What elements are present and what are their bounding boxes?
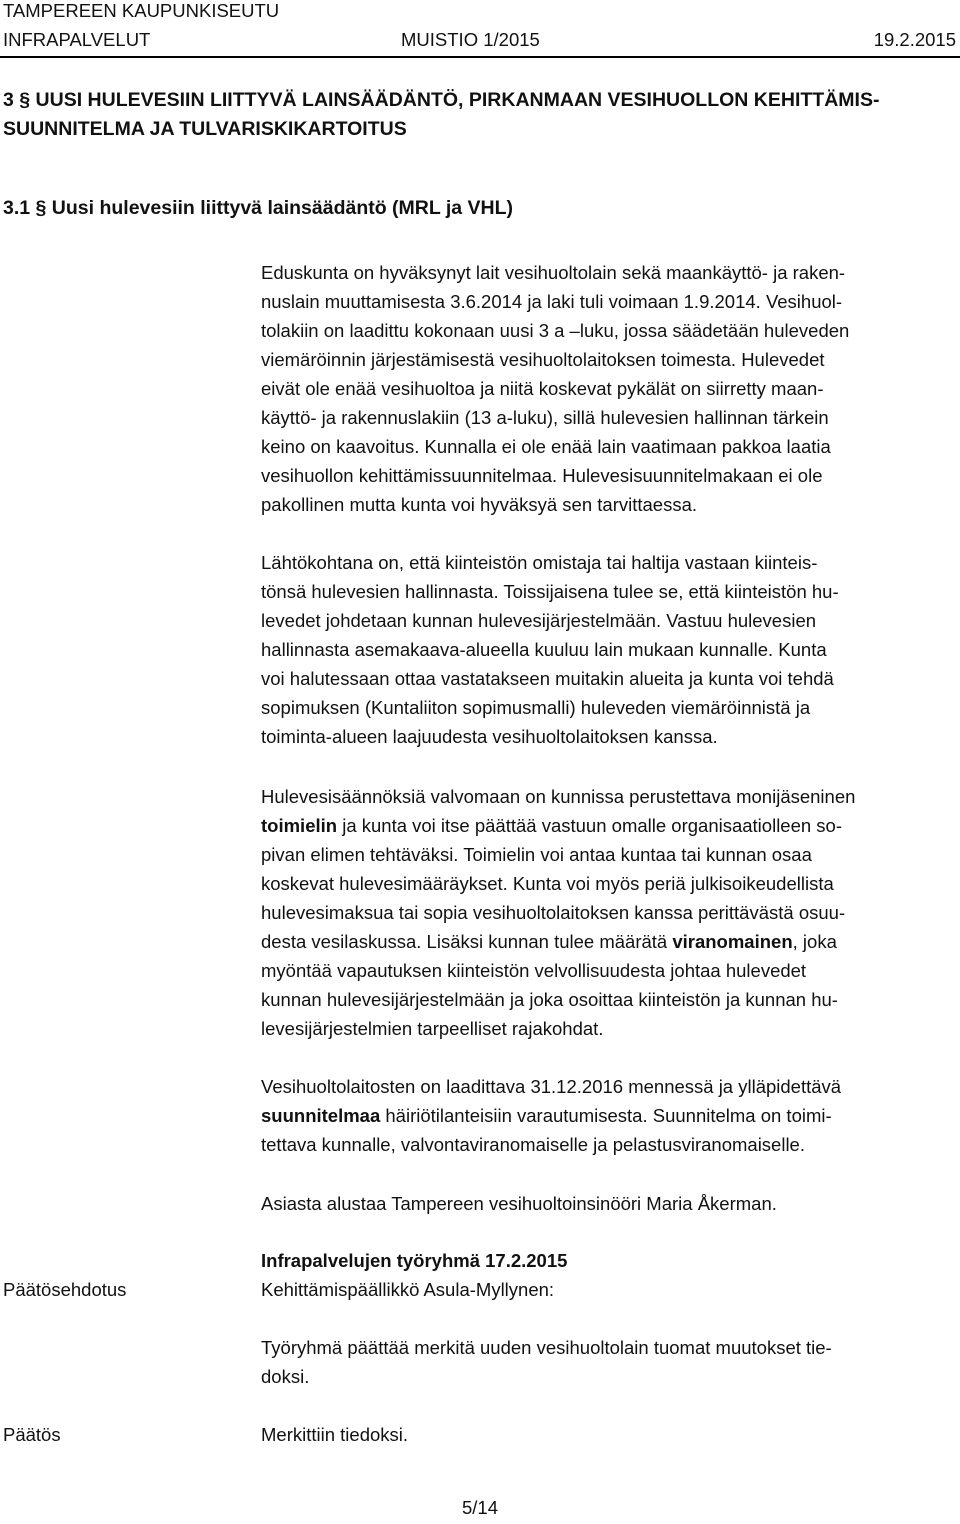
text-line [261,1246,951,1275]
text-line: tönsä hulevesien hallinnasta. Toissijaisena tulee se, että kiinteistön hu- [261,581,839,602]
paragraph-legislation [261,258,951,519]
text-line: voi halutessaan ottaa vastatakseen muitakin alueita ja kunta voi tehdä [261,668,834,689]
text-line: tolakiin on laadittu kokonaan uusi 3 a –luku, jossa säädetään huleveden [261,320,850,341]
text-span: häiriötilanteisiin varautumisesta. Suunnitelma on toimi- [380,1105,832,1126]
paragraph-utilities [261,1072,951,1159]
text-line: tettava kunnalle, valvontaviranomaiselle ja pelastusviranomaiselle. [261,1134,805,1155]
text-span: desta vesilaskussa. Lisäksi kunnan tulee määrätä [261,931,673,952]
text-line: keino on kaavoitus. Kunnalla ei ole enää lain vaatimaan pakkoa laatia [261,436,831,457]
text-line: toiminta-alueen laajuudesta vesihuoltolaitoksen kanssa. [261,726,718,747]
text-line [261,1101,951,1130]
text-line: viemäröinnin järjestämisestä vesihuoltolaitoksen toimesta. Hulevedet [261,349,825,370]
text-line: hulevesimaksua tai sopia vesihuoltolaitoksen kanssa perittävästä osuu- [261,902,846,923]
text-line: hallinnasta asemakaava-alueella kuuluu lain mukaan kunnalle. Kunta [261,639,827,660]
text-line: vesihuollon kehittämissuunnitelmaa. Hulevesisuunnitelmakaan ei ole [261,465,823,486]
proposal-presenter: Kehittämispäällikkö Asula-Myllynen: [261,1279,555,1300]
paragraph-supervision [261,782,951,1043]
text-line [261,927,951,956]
text-line: koskevat hulevesimääräykset. Kunta voi myös periä julkisoikeudellista [261,873,834,894]
text-line: pivan elimen tehtäväksi. Toimielin voi antaa kuntaa tai kunnan osaa [261,844,812,865]
text-line: Vesihuoltolaitosten on laadittava 31.12.2016 mennessä ja ylläpidettävä [261,1076,842,1097]
text-line: Työryhmä päättää merkitä uuden vesihuoltolain tuomat muutokset tie- [261,1337,832,1358]
section-heading-line: SUUNNITELMA JA TULVARISKIKARTOITUS [3,118,407,140]
header-unit: INFRAPALVELUT [3,29,151,50]
section-heading-line: 3 § UUSI HULEVESIIN LIITTYVÄ LAINSÄÄDÄNTÖ, PIRKANMAAN VESIHUOLLON KEHITTÄMIS- [3,89,880,111]
bold-term: viranomainen [672,931,793,952]
proposal-text [261,1333,951,1391]
text-line: Eduskunta on hyväksynyt lait vesihuoltolain sekä maankäyttö- ja raken- [261,262,846,283]
text-span: ja kunta voi itse päättää vastuun omalle organisaatiolleen so- [337,815,843,836]
header-row [3,29,956,51]
text-line: eivät ole enää vesihuoltoa ja niitä koskevat pykälät on siirretty maan- [261,378,824,399]
proposal-group: Infrapalvelujen työryhmä 17.2.2015 [261,1250,568,1271]
text-line: käyttö- ja rakennuslakiin (13 a-luku), sillä hulevesien hallinnan tärkein [261,407,829,428]
section-heading [3,86,943,144]
text-line: kunnan hulevesijärjestelmään ja joka osoittaa kiinteistön ja kunnan hu- [261,989,838,1010]
proposal-block [261,1246,951,1304]
bold-term: suunnitelmaa [261,1105,381,1126]
header-memo: MUISTIO 1/2015 [401,29,540,50]
text-line: pakollinen mutta kunta voi hyväksyä sen tarvittaessa. [261,494,698,515]
text-line: sopimuksen (Kuntaliiton sopimusmalli) huleveden viemäröinnistä ja [261,697,811,718]
page-number: 5/14 [461,1497,498,1518]
text-line: myöntää vapautuksen kiinteistön velvollisuudesta johtaa hulevedet [261,960,807,981]
decision-label: Päätös [3,1424,61,1445]
paragraph-presenter [261,1189,951,1218]
bold-term: toimielin [261,815,338,836]
text-line [261,811,951,840]
text-line: nuslain muuttamisesta 3.6.2014 ja laki tuli voimaan 1.9.2014. Vesihuol- [261,291,843,312]
subsection-heading: 3.1 § Uusi hulevesiin liittyvä lainsäädäntö (MRL ja VHL) [3,197,514,219]
paragraph-responsibility [261,548,951,751]
text-line: levedet johdetaan kunnan hulevesijärjestelmään. Vastuu hulevesien [261,610,817,631]
header-organization: TAMPEREEN KAUPUNKISEUTU [3,0,280,21]
decision-text: Merkittiin tiedoksi. [261,1424,409,1445]
text-line: levesijärjestelmien tarpeelliset rajakohdat. [261,1018,604,1039]
text-line: Hulevesisäännöksiä valvomaan on kunnissa perustettava monijäseninen [261,786,856,807]
text-line: doksi. [261,1366,310,1387]
header-date: 19.2.2015 [873,29,956,50]
text-span: , joka [792,931,837,952]
proposal-label: Päätösehdotus [3,1279,127,1300]
text-line: Lähtökohtana on, että kiinteistön omistaja tai haltija vastaan kiinteis- [261,552,818,573]
header-divider [0,56,960,58]
text-line: Asiasta alustaa Tampereen vesihuoltoinsinööri Maria Åkerman. [261,1193,777,1214]
